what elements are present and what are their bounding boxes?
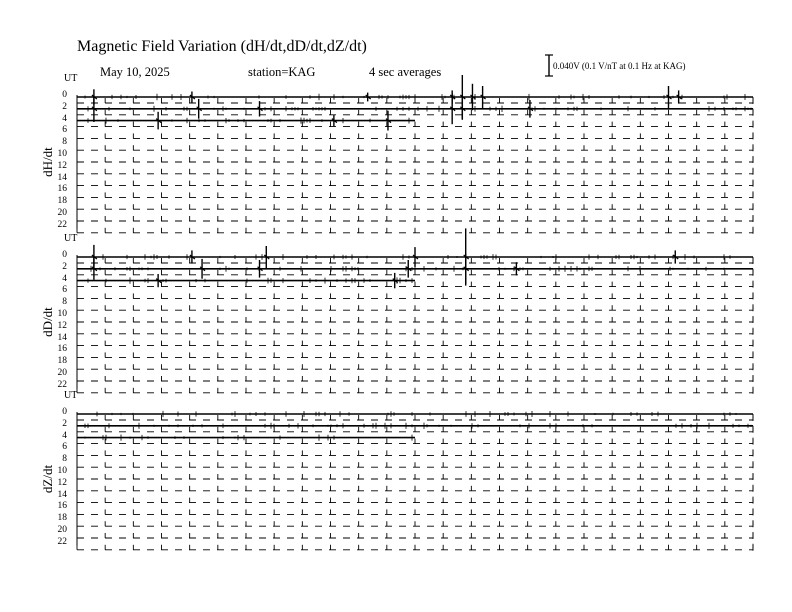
hour-tick-label: 10 [57, 149, 67, 159]
hour-tick-label: 4 [62, 113, 67, 124]
hour-tick-label: 8 [62, 137, 67, 148]
hour-tick-label: 8 [62, 454, 67, 465]
hour-tick-label: 14 [57, 172, 67, 183]
hour-tick-label: 16 [57, 344, 67, 355]
ut-label: UT [64, 390, 78, 401]
hour-tick-label: 12 [57, 320, 67, 331]
hour-tick-label: 22 [57, 536, 67, 547]
hour-tick-label: 12 [57, 477, 67, 488]
hour-tick-label: 20 [57, 368, 67, 378]
hour-tick-label: 8 [62, 297, 67, 308]
hour-tick-label: 14 [57, 332, 67, 343]
hour-tick-label: 10 [57, 466, 67, 476]
hour-tick-label: 18 [57, 356, 67, 367]
hour-tick-label: 2 [62, 101, 67, 112]
panel-ylabel-dh-dt: dH/dt [40, 147, 55, 177]
hour-tick-label: 10 [57, 309, 67, 319]
hour-tick-label: 0 [62, 407, 67, 417]
scale-bar-label: 0.040V (0.1 V/nT at 0.1 Hz at KAG) [553, 61, 686, 71]
grid-layer [77, 95, 753, 551]
chart-title: Magnetic Field Variation (dH/dt,dD/dt,dZ/dt) [77, 38, 367, 55]
hour-tick-label: 2 [62, 418, 67, 429]
station-label: station=KAG [248, 65, 316, 79]
hour-tick-label: 22 [57, 379, 67, 390]
hour-tick-label: 4 [62, 430, 67, 441]
hour-tick-label: 16 [57, 184, 67, 195]
panel-ylabel-dz-dt: dZ/dt [40, 464, 55, 493]
hour-tick-label: 6 [62, 125, 67, 136]
hour-tick-label: 0 [62, 90, 67, 100]
ut-label: UT [64, 233, 78, 244]
hour-tick-label: 14 [57, 489, 67, 500]
averaging-label: 4 sec averages [369, 65, 442, 79]
hour-tick-label: 22 [57, 219, 67, 230]
trace-layer [77, 75, 753, 441]
hour-tick-label: 6 [62, 285, 67, 296]
hour-tick-label: 16 [57, 501, 67, 512]
panel-ylabel-dd-dt: dD/dt [40, 307, 55, 337]
hour-tick-label: 6 [62, 442, 67, 453]
scale-bar-icon [545, 55, 553, 76]
hour-tick-label: 4 [62, 273, 67, 284]
hour-tick-label: 18 [57, 196, 67, 207]
hour-tick-label: 2 [62, 261, 67, 272]
hour-tick-label: 12 [57, 160, 67, 171]
hour-tick-label: 20 [57, 525, 67, 535]
hour-tick-label: 0 [62, 250, 67, 260]
ut-label: UT [64, 73, 78, 84]
hour-tick-label: 20 [57, 208, 67, 218]
date-label: May 10, 2025 [100, 65, 170, 79]
hour-tick-label: 18 [57, 513, 67, 524]
